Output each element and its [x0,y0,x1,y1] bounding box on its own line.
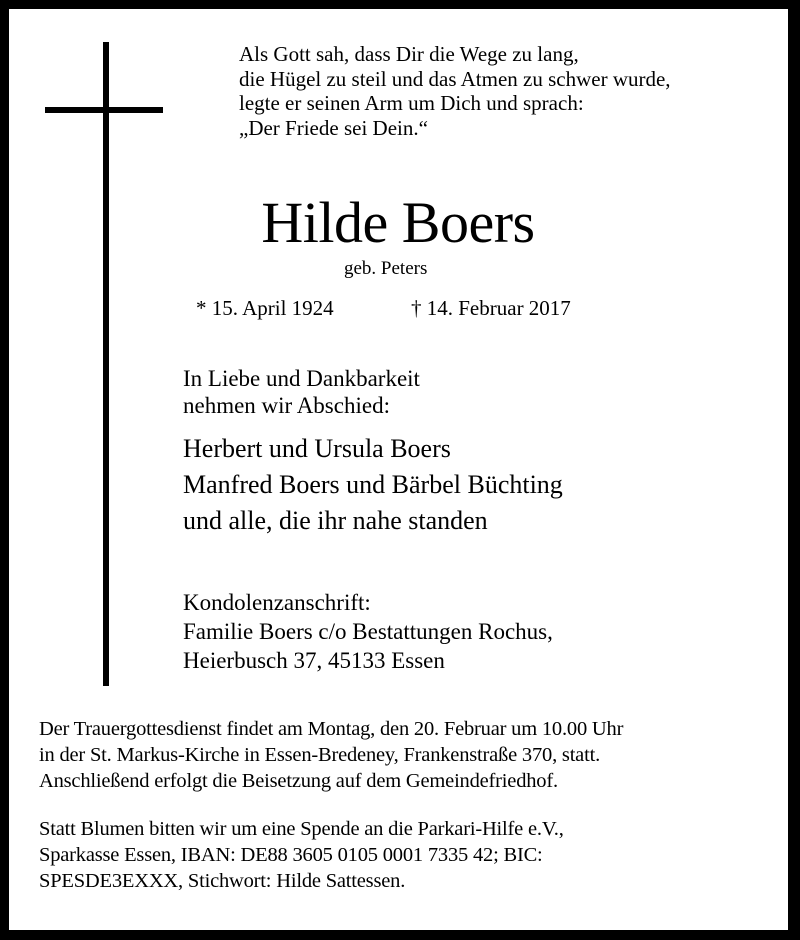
mourner: Manfred Boers und Bärbel Büchting [183,470,563,499]
birth-date: * 15. April 1924 [196,296,334,320]
verse-line: „Der Friede sei Dein.“ [239,115,428,140]
death-date: † 14. Februar 2017 [411,296,571,320]
memorial-verse [239,42,671,140]
donation-info [39,816,564,894]
cross-horizontal-bar [45,107,163,113]
condolence-address [183,588,553,675]
verse-line: Als Gott sah, dass Dir die Wege zu lang, [239,42,579,66]
farewell-intro [183,365,420,419]
mourners-list [183,431,563,539]
farewell-line: nehmen wir Abschied: [183,393,390,418]
donation-line: Statt Blumen bitten wir um eine Spende an die Parkari-Hilfe e.V., [39,818,564,840]
service-line: Anschließend erfolgt die Beisetzung auf dem Gemeindefriedhof. [39,770,558,792]
address-label: Kondolenzanschrift: [183,590,371,615]
address-line: Heierbusch 37, 45133 Essen [183,648,445,673]
donation-line: SPESDE3EXXX, Stichwort: Hilde Sattessen. [39,870,406,892]
farewell-line: In Liebe und Dankbarkeit [183,366,420,391]
verse-line: legte er seinen Arm um Dich und sprach: [239,91,584,115]
maiden-name: geb. Peters [344,258,428,279]
deceased-name-heading [0,190,800,256]
deceased-name: Hilde Boers [261,190,535,255]
cross-vertical-bar [103,42,109,686]
mourner: Herbert und Ursula Boers [183,434,451,463]
donation-line: Sparkasse Essen, IBAN: DE88 3605 0105 0001 7335 42; BIC: [39,844,543,866]
verse-line: die Hügel zu steil und das Atmen zu schwer wurde, [239,66,671,91]
service-line: Der Trauergottesdienst findet am Montag, den 20. Februar um 10.00 Uhr [39,718,624,740]
address-line: Familie Boers c/o Bestattungen Rochus, [183,619,553,644]
mourner: und alle, die ihr nahe standen [183,506,488,535]
service-info [39,716,623,794]
service-line: in der St. Markus-Kirche in Essen-Bredeney, Frankenstraße 370, statt. [39,744,601,766]
